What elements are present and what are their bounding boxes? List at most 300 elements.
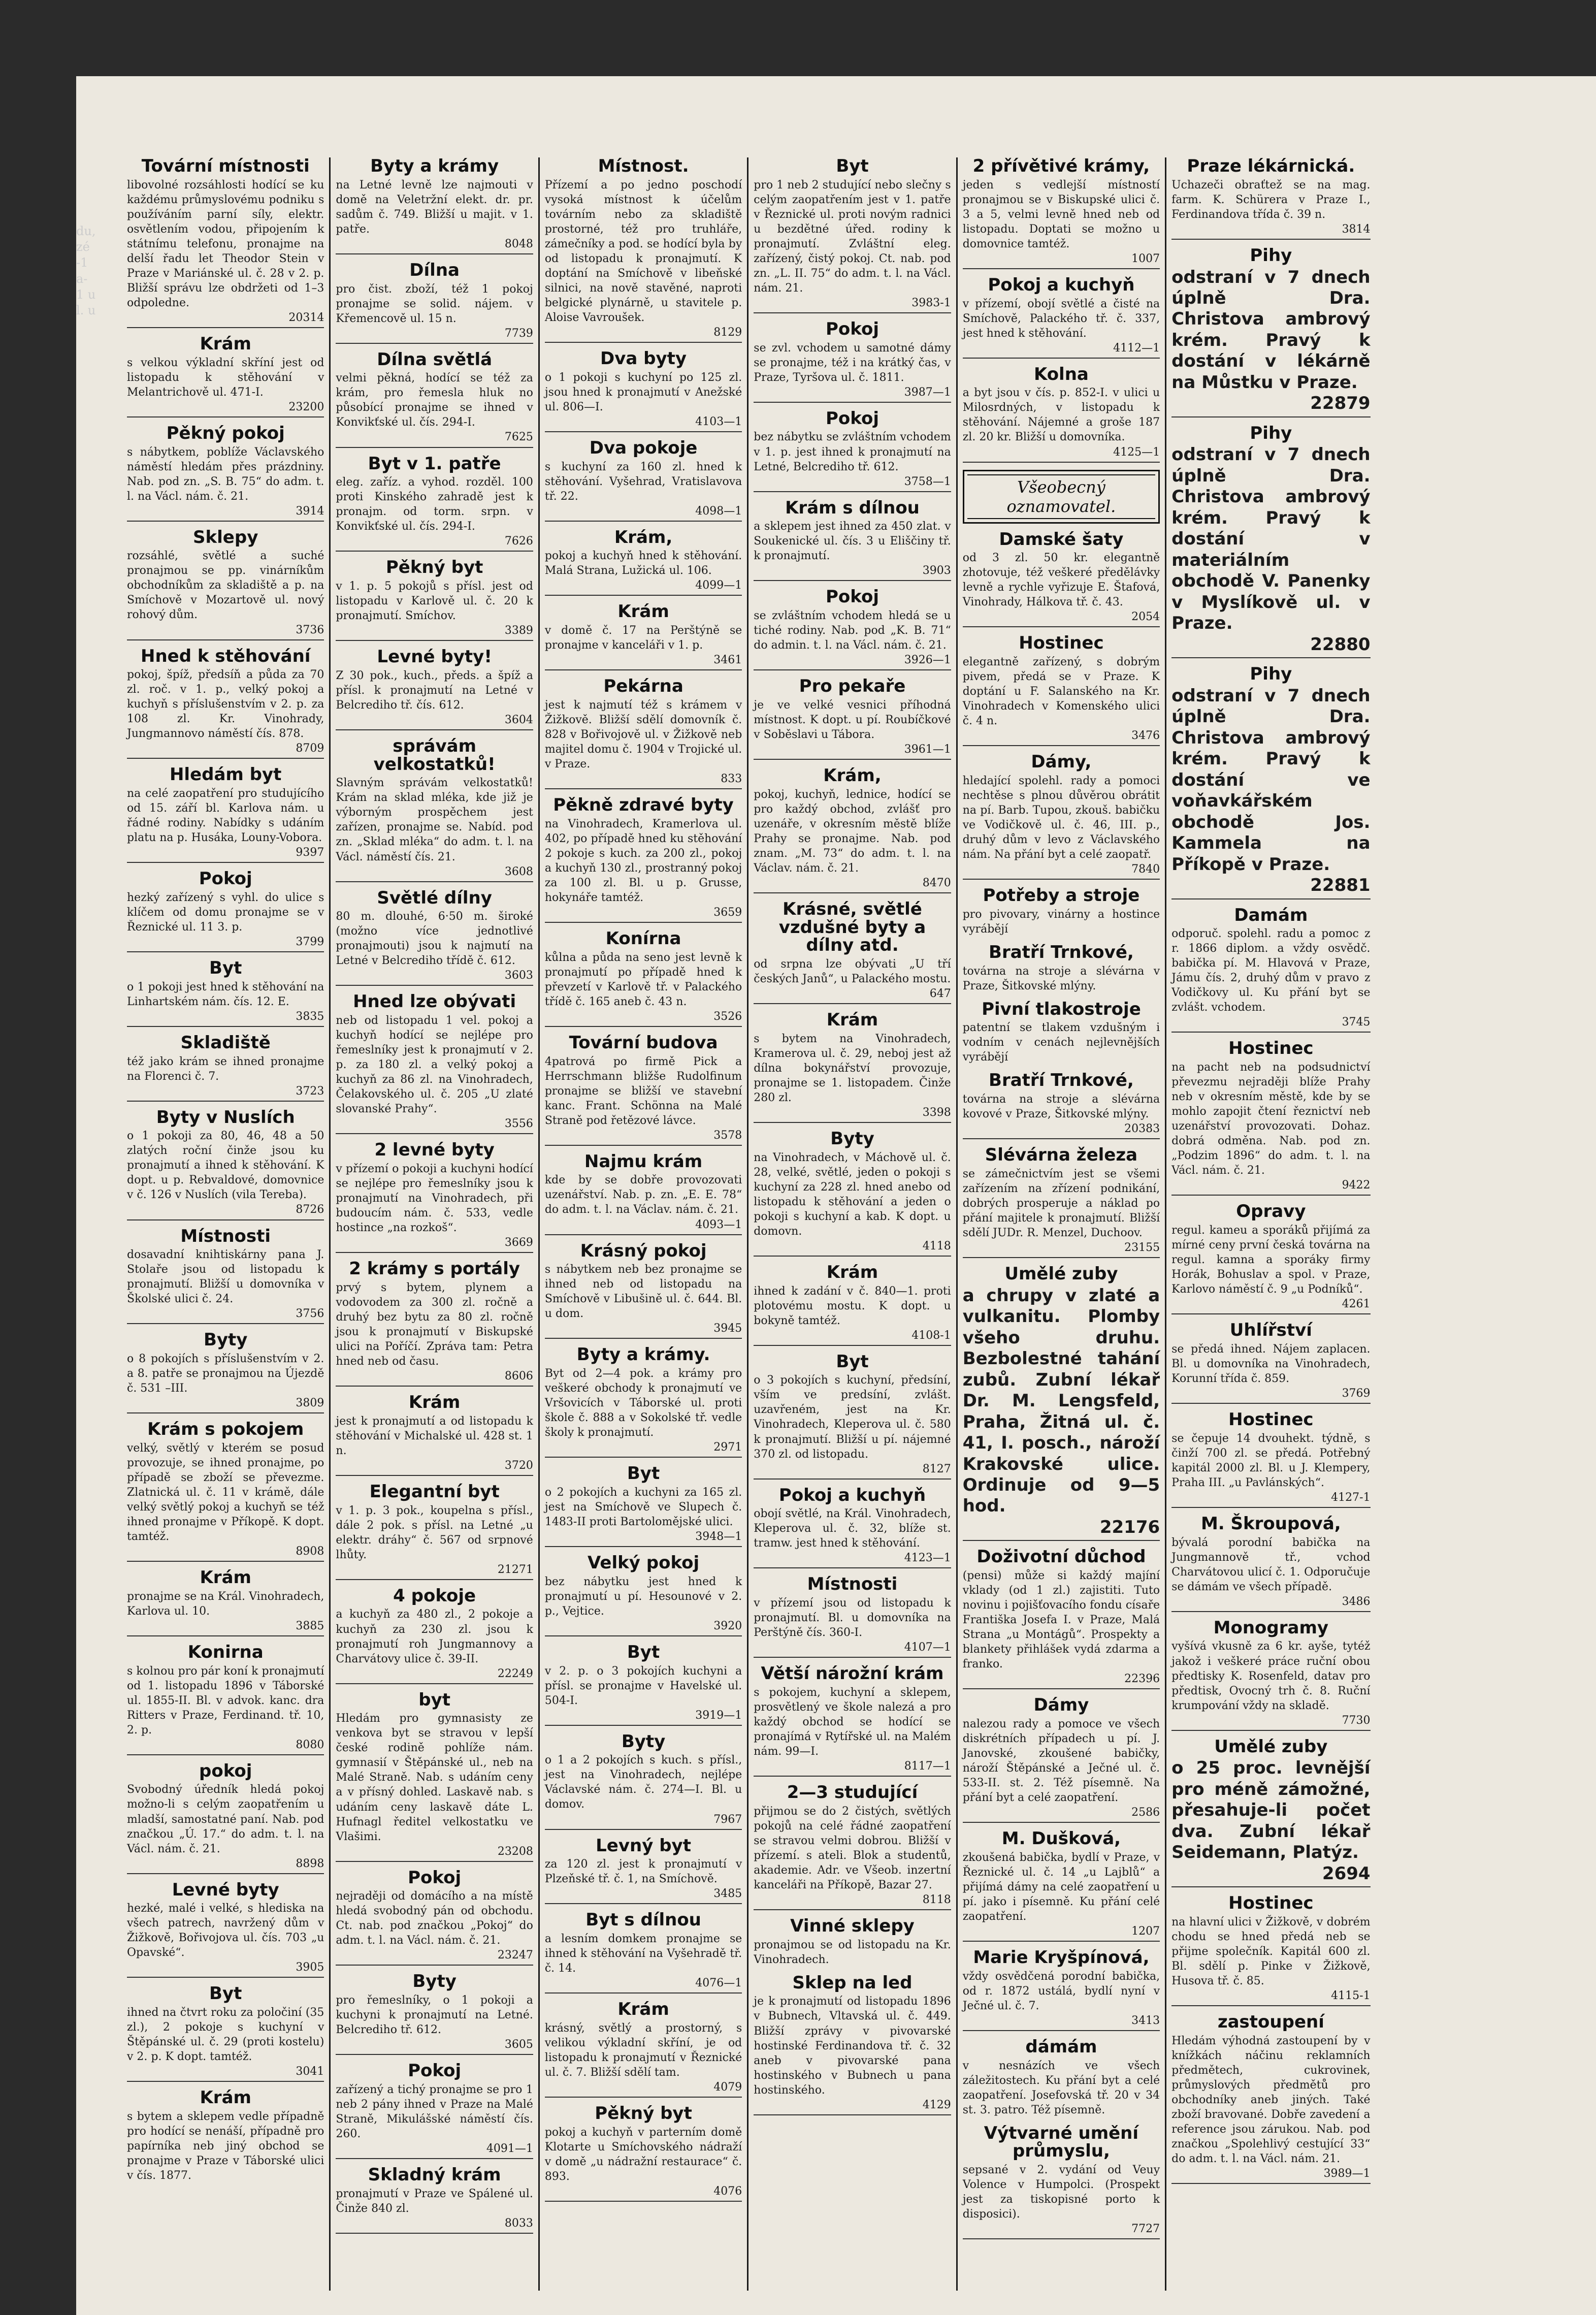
ad-title: Pokoj <box>408 2061 462 2081</box>
ad-number: 4093—1 <box>545 1217 742 1235</box>
ad-text: prvý s bytem, plynem a vodovodem za 300 zl. ročně a druhý bez bytu za 80 zl. ročně jsou k pronajmutí v Biskupské ulici na Poříčí. Zpráva tam: Petra hned neb od času. <box>336 1281 533 1368</box>
ad-title: Dílna světlá <box>377 349 493 370</box>
ad-number: 3041 <box>127 2064 324 2082</box>
classified-ad <box>1171 1040 1370 1196</box>
classified-ad <box>545 1465 742 1547</box>
ad-text: pro 1 neb 2 studující nebo slečny s celým zaopatřením jest v 1. patře v Řeznické ul. proti novým radnici u bezdětné úřed. rodiny k pronajmutí. Zvláštní eleg. zařízený, čistý pokoj. Ct. nab. pod zn. „L. II. 75“ do adm. t. l. na Václ. nám. 21. <box>754 178 951 295</box>
ad-title: Doživotní důchod <box>976 1547 1146 1567</box>
classified-ad <box>336 889 533 986</box>
ad-number: 8709 <box>127 741 324 759</box>
ad-number: 3983-1 <box>754 296 951 313</box>
ad-number: 3945 <box>545 1321 742 1339</box>
ad-text: na Vinohradech, Kramerlova ul. 402, po případě hned ku stěhování 2 pokoje s kuch. za 200 zl., pokoj a kuchyň 130 zl., prostranný pokoj za 100 zl. Bl. u p. Grusse, hokynáře tamtéž. <box>544 817 742 904</box>
column-5 <box>958 157 1166 2291</box>
classified-ad <box>127 1569 324 1636</box>
classified-ad <box>336 157 533 254</box>
classified-ad <box>336 1260 533 1387</box>
classified-ad <box>963 753 1160 880</box>
classified-ad <box>754 1665 951 1777</box>
classified-ad <box>127 1985 324 2082</box>
ad-number: 4108-1 <box>754 1328 951 1346</box>
ad-number: 7739 <box>336 326 533 344</box>
ad-number: 8726 <box>127 1202 324 1220</box>
ad-text: Z 30 pok., kuch., předs. a špíž a přísl. k pronajmutí na Letné v Belcrediho tř. čís. 612. <box>336 669 533 712</box>
ad-text: za 120 zl. jest k pronajmutí v Plzeňské tř. č. 1, na Smíchově. <box>544 1858 742 1886</box>
ad-number: 4123—1 <box>754 1551 951 1568</box>
classified-columns <box>122 157 1584 2291</box>
classified-ad <box>1171 1738 1370 1888</box>
ad-number: 4129 <box>754 2098 951 2115</box>
ad-text: na pacht neb na podsudnictví převezmu nejraději blíže Prahy neb v okresním městě, kde by se mohlo zapojit čtení řeznictví neb uzenářství provozovati. Dohaz. dobrá odměna. Nab. pod zn. „Podzim 1896“ do adm. t. l. na Václ. nám. č. 21. <box>1171 1061 1371 1177</box>
ad-text: továrna na stroje a slévárna kovové v Praze, Šitkovské mlýny. <box>962 1093 1160 1121</box>
ad-number: 3486 <box>1171 1594 1370 1612</box>
classified-ad <box>545 930 742 1027</box>
ad-title: Krám <box>617 1999 669 2020</box>
ad-number: 4098—1 <box>545 504 742 522</box>
ad-text: s velkou výkladní skříní jest od listopadu k stěhování v Melantrichově ul. 471-I. <box>127 356 324 399</box>
ad-text: Hledám pro gymnasisty ze venkova byt se stravou v lepší české rodině pohlíže nám. gymnasií v Štěpánské ul., neb na Malé Straně. Nab. s udáním ceny a v přísný dohled. Laskavě nab. s udáním ceny laskavě dáte L. Hufnagl ředitel velkostatku ve Vlašimi. <box>336 1712 533 1843</box>
classified-ad <box>754 678 951 760</box>
classified-ad <box>545 603 742 670</box>
ad-number: 1207 <box>963 1924 1160 1942</box>
ad-number: 4118 <box>754 1239 951 1257</box>
ad-number: 7840 <box>963 862 1160 880</box>
ad-text: jest k pronajmutí a od listopadu k stěhování v Michalské ul. 428 st. 1 n. <box>336 1414 533 1457</box>
ad-title: Bratří Trnkové, <box>989 942 1134 962</box>
ad-number: 8118 <box>754 1892 951 1910</box>
ad-number: 3605 <box>336 2037 533 2055</box>
ad-title: Hostinec <box>1228 1893 1314 1914</box>
classified-ad <box>336 351 533 448</box>
classified-ad <box>545 678 742 789</box>
ad-number: 4127-1 <box>1171 1490 1370 1508</box>
ad-number: 3669 <box>336 1235 533 1253</box>
ad-number: 20314 <box>127 310 324 328</box>
ad-text: odstraní v 7 dnech úplně Dra. Christova ambrový krém. Pravý k dostání ve voňavkářském obchodě Jos. Kammela na Příkopě v Praze. <box>1171 685 1371 875</box>
ad-number: 1007 <box>963 251 1160 269</box>
ad-text: zařízený a tichý pronajme se pro 1 neb 2 pány ihned v Praze na Malé Straně, Mikulášské náměstí čís. 260. <box>336 2083 533 2141</box>
classified-ad <box>336 1587 533 1684</box>
ad-number: 3723 <box>127 1084 324 1102</box>
ad-text: vyšívá vkusně za 6 kr. ayše, tytéž jakož i veškeré práce ruční obou předtisky K. Rosenfeld, datav pro předtisk, Ovocný trh č. 8. Ruční krumpování vždy na skladě. <box>1171 1640 1371 1712</box>
ad-number: 3987—1 <box>754 385 951 403</box>
ad-number: 3485 <box>545 1886 742 1904</box>
ad-text: velmi pěkná, hodící se též za krám, pro řemesla hluk no působící pronajme se ihned v Konvikťské ul. čís. 294-I. <box>336 372 533 429</box>
ad-text: a lesním domkem pronajme se ihned k stěhování na Vyšehradě tř. č. 14. <box>544 1933 742 1975</box>
ad-text: s bytem a sklepem vedle případně pro hodící se nenáší, případně pro papírníka neb jiný obchod se pronajme v Praze v Táborské ulici v čís. 1877. <box>127 2110 324 2182</box>
ad-number: 3814 <box>1171 222 1370 240</box>
classified-ad <box>754 1784 951 1910</box>
ad-number: 22249 <box>336 1666 533 1684</box>
ad-number: 4091—1 <box>336 2141 533 2159</box>
ad-title: Praze lékárnická. <box>1187 157 1355 176</box>
ad-number: 3389 <box>336 623 533 641</box>
ad-title: Větší nárožní krám <box>761 1663 944 1684</box>
ad-title: 2 přívětivé krámy, <box>972 157 1150 176</box>
ad-number: 7727 <box>963 2222 1160 2239</box>
section-heading: Všeobecný oznamovatel. <box>967 474 1155 519</box>
ad-number: 8606 <box>336 1369 533 1387</box>
ad-number: 3413 <box>963 2013 1160 2031</box>
ad-text: sepsané v 2. vydání od Veuy Volence v Humpolci. (Prospekt jest za tiskopisné porto k disposici). <box>962 2164 1160 2221</box>
ad-title: Byt <box>627 1642 660 1662</box>
ad-text: odporuč. spolehl. radu a pomoc z r. 1866 diplom. a vždy osvědč. babička pí. M. Hlavová v Praze, Jámu čís. 2, druhý dům v pravo z Vodičkovy ul. Ku přání byt se zvlášt. vchodem. <box>1171 927 1371 1014</box>
ad-number: 2694 <box>1171 1863 1370 1887</box>
ad-title: Hledám byt <box>169 764 282 785</box>
ad-text: pokoj, špíž, předsíň a půda za 70 zl. roč. v 1. p., velký pokoj a kuchyň s příslušenstvím v 2. p. za 108 zl. Kr. Vinohrady, Jungmannovo náměstí čís. 878. <box>127 668 324 741</box>
ad-number: 21271 <box>336 1562 533 1580</box>
ad-number: 7967 <box>545 1812 742 1830</box>
ad-text: odstraní v 7 dnech úplně Dra. Christova ambrový krém. Pravý k dostání v lékárně na Můstku v Praze. <box>1171 267 1371 393</box>
classified-ad <box>336 1394 533 1476</box>
ad-text: o 3 pokojích s kuchyní, předsíní, vším ve predsíní, zvlášt. uzavřeném, jest na Kr. Vinohradech, Kleperova ul. č. 580 k pronajmutí. Bližší u pí. nájemné 370 zl. od listopadu. <box>754 1374 951 1461</box>
ad-title: Krám <box>617 601 669 622</box>
ad-text: o 1 a 2 pokojích s kuch. s přísl., jest na Vinohradech, nejlépe Václavské nám. č. 274—I. Bl. u domov. <box>544 1754 742 1811</box>
classified-ad <box>754 1487 951 1569</box>
classified-ad <box>1171 665 1370 899</box>
classified-ad <box>963 276 1160 359</box>
ad-number: 22396 <box>963 1671 1160 1689</box>
classified-ad <box>545 1733 742 1830</box>
classified-ad <box>336 262 533 344</box>
ad-title: pokoj <box>199 1760 252 1781</box>
ad-text: se čepuje 14 dvouhekt. týdně, s činží 700 zl. se předá. Potřebný kapitál 2000 zl. Bl. u J. Klempery, Praha III. „u Pavlánských“. <box>1171 1432 1371 1489</box>
ad-text: Přízemí a po jedno poschodí vysoká místnost k účelům továrním nebo za skladiště prostorné, též pro truhláře, zámečníky a pod. se hodící byla by od listopadu k pronajmutí. K doptání na Smíchově v libeňské silnici, na nově stavěné, naproti belgické plynárně, u stavitele p. Aloise Vavroušek. <box>544 178 742 324</box>
ad-title: Byt <box>627 1463 660 1484</box>
classified-ad <box>963 470 1160 524</box>
ad-text: vždy osvědčená porodní babička, od r. 1872 ustálá, bydlí nyní v Ječné ul. č. 7. <box>962 1970 1160 2012</box>
ad-number: 8117—1 <box>754 1759 951 1777</box>
classified-ad <box>336 455 533 552</box>
ad-title: Pěkný pokoj <box>166 423 285 443</box>
ad-text: se zámečnictvím jest se všemi zařízením na zřízení podnikání, dobrých prosperuje a náklad po přání majitele k pronajmutí. Bližší sdělí JUDr. R. Menzel, Duchoov. <box>962 1167 1160 1240</box>
classified-ad <box>127 2089 324 2183</box>
ad-text: s bytem na Vinohradech, Kramerova ul. č. 29, neboj jest až dílna bokynářství provozuje, pronajme se 1. listopadem. Činže 280 zl. <box>754 1032 951 1104</box>
ad-number: 3659 <box>545 905 742 923</box>
classified-ad <box>963 1548 1160 1689</box>
ad-title: Skladný krám <box>368 2165 501 2185</box>
classified-ad <box>127 959 324 1027</box>
classified-ad <box>754 1576 951 1658</box>
classified-ad <box>545 1034 742 1146</box>
ad-text: hezký zařízený s vyhl. do ulice s klíčem od domu pronajme se v Řeznické ul. 11 3. p. <box>127 891 324 934</box>
ad-number: 2586 <box>963 1805 1160 1823</box>
ad-number: 22176 <box>963 1517 1160 1541</box>
classified-ad <box>754 1917 951 1967</box>
classified-ad <box>754 1011 951 1123</box>
ad-title: Opravy <box>1236 1201 1306 1222</box>
ad-title: Krám <box>408 1392 461 1413</box>
ad-title: Krásný pokoj <box>580 1240 707 1261</box>
ad-number: 3720 <box>336 1458 533 1476</box>
classified-ad <box>1171 1515 1370 1612</box>
classified-ad <box>963 2038 1160 2117</box>
ad-title: Světlé dílny <box>377 887 492 908</box>
ad-text: neb od listopadu 1 vel. pokoj a kuchyň hodící se nejlépe pro řemeslníky jest k pronajmutí v 2. p. za 180 zl. a velký pokoj a kuchyň za 86 zl. na Vinohradech, Čelakovského ul. č. 205 „U zlaté slovanské Prahy“. <box>336 1014 533 1116</box>
ad-text: bez nábytku se zvláštním vchodem v 1. p. jest ihned k pronajmutí na Letné, Belcrediho tř. 612. <box>754 431 951 473</box>
ad-text: v přízemí o pokoji a kuchyni hodící se nejlépe pro řemeslníky jsou k pronajmutí na Vinohradech, při budoucím nám. č. 533, vedle hostince „na rozkoš“. <box>336 1163 533 1235</box>
ad-text: je k pronajmutí od listopadu 1896 v Bubnech, Vltavská ul. č. 449. Bližší zprávy v pivovarské hostinské Ferdinandova tř. č. 32 aneb v pivovarské pana hostinského v Bubnech u pana hostinského. <box>754 1995 951 2097</box>
ad-number: 3914 <box>127 504 324 522</box>
ad-title: Vinné sklepy <box>790 1916 915 1936</box>
ad-title: Dámy <box>1033 1695 1089 1716</box>
ad-number: 4103—1 <box>545 414 742 432</box>
ad-title: Levné byty! <box>377 647 492 667</box>
ad-number: 23208 <box>336 1844 533 1862</box>
ad-number: 3919—1 <box>545 1708 742 1726</box>
ad-title: Byty v Nuslích <box>156 1107 295 1128</box>
classified-ad <box>963 634 1160 746</box>
ad-text: v 1. p. 3 pok., koupelna s přísl., dále 2 pok. s přísl. na Letné „u elektr. dráhy“ č. 567 od srpnové lhůty. <box>336 1504 533 1561</box>
column-1 <box>122 157 331 2291</box>
ad-title: Byt s dílnou <box>585 1910 701 1931</box>
ad-number: 4079 <box>545 2080 742 2098</box>
classified-ad <box>545 350 742 432</box>
classified-ad <box>545 2001 742 2098</box>
ad-text: továrna na stroje a slévárna v Praze, Šitkovské mlýny. <box>962 964 1160 992</box>
ad-text: velký, světlý v kterém se posud provozuje, se ihned pronajme, po případě se zboží se převezme. Zlatnická ul. č. 11 v krámě, dále velký světlý pokoj a kuchyň se též ihned pronajme v Příkopě. K dopt. tamtéž. <box>127 1441 324 1544</box>
ad-title: Krám <box>200 2087 251 2108</box>
ad-number: 22881 <box>1171 875 1370 899</box>
classified-ad <box>963 531 1160 628</box>
ad-text: Slavným správám velkostatků! Krám na sklad mléka, kde již je výborným prospěchem jest zařízen, pronajme se. Nabíd. pod zn. „Sklad mléka“ do adm. t. l. na Václ. náměstí čís. 21. <box>336 777 533 863</box>
ad-text: 4patrová po firmě Pick a Herrschmann bližše Rudolfinum pronajme se bližší ve stavební kanc. Frant. Schönna na Malé Straně pod řetězové lávce. <box>544 1055 742 1127</box>
classified-ad <box>1171 157 1370 240</box>
classified-ad <box>963 1072 1160 1139</box>
ad-title: Pekárna <box>603 676 683 697</box>
classified-ad <box>754 588 951 670</box>
ad-title: Byt <box>836 1351 869 1372</box>
ad-text: s nábytkem neb bez pronajme se ihned neb od listopadu na Smíchově v Libušině ul. č. 644. Bl. u dom. <box>544 1263 742 1321</box>
ad-number: 4112—1 <box>963 341 1160 359</box>
ad-number: 3905 <box>127 1960 324 1978</box>
classified-ad <box>545 1644 742 1726</box>
ad-title: Pokoj <box>408 1867 462 1888</box>
ad-text: v 2. p. o 3 pokojích kuchyni a přísl. se pronajme v Havelské ul. 504-I. <box>544 1664 742 1707</box>
ad-number: 23247 <box>336 1948 533 1966</box>
classified-ad <box>754 157 951 313</box>
ad-text: dosavadní knihtiskárny pana J. Stolaře jsou od listopadu k pronajmutí. Bližší u domovníka v Školské ulici č. 24. <box>127 1248 324 1306</box>
classified-ad <box>127 1228 324 1325</box>
ad-text: jeden s vedlejší místností pronajmou se v Biskupské ulici č. 3 a 5, velmi levně hned neb od listopadu. Doptati se možno u domovnice tamtéž. <box>962 178 1160 250</box>
ad-number: 23155 <box>963 1240 1160 1258</box>
classified-ad <box>1171 247 1370 417</box>
ad-text: zkoušená babička, bydlí v Praze, v Řeznické ul. č. 14 „u Lajblů“ a přijímá dámy na celé zaopatření u pí. jako i písemně. Ku přání celé zaopatření. <box>962 1851 1160 1923</box>
ad-title: Výtvarné umění průmyslu, <box>984 2123 1139 2162</box>
classified-ad <box>963 1265 1160 1541</box>
ad-text: o 1 pokoji jest hned k stěhování na Linhartském nám. čís. 12. E. <box>127 980 324 1008</box>
ad-text: na hlavní ulici v Žižkově, v dobrém chodu se hned předá neb se přijme společník. Kapitál 600 zl. Bl. sdělí p. Pinke v Žižkově, Husova tř. č. 85. <box>1171 1915 1371 1987</box>
ad-title: Hostinec <box>1228 1409 1314 1430</box>
ad-title: Najmu krám <box>584 1151 703 1172</box>
ad-number: 3961—1 <box>754 742 951 760</box>
ad-text: rozsáhlé, světlé a suché pronajmou se pp. vinárníkům obchodníkům za skladiště a p. na Smíchově v Mozartově ul. nový rohový dům. <box>127 550 324 622</box>
ad-number: 4125—1 <box>963 445 1160 463</box>
ad-text: se zvláštním vchodem hledá se u tiché rodiny. Nab. pod „K. B. 71“ do admin. t. l. na Václ. nám. č. 21. <box>754 609 951 652</box>
ad-text: od 3 zl. 50 kr. elegantně zhotovuje, též veškeré předělávky levně a rychle vyřizuje E. Štafová, Vinohrady, Hálkova tř. č. 43. <box>962 552 1160 609</box>
classified-ad <box>127 1331 324 1413</box>
ad-title: byt <box>418 1689 451 1710</box>
ad-text: nalezou rady a pomoce ve všech diskrétních případech u pí. J. Janovské, zkoušené babičky, nároží Štěpánské a Ječné ul. č. 533-II. st. 2. Též písemně. Na přání byt a celé zaopatření. <box>962 1718 1160 1805</box>
ad-title: Tovární místnosti <box>141 157 310 176</box>
ad-text: Hledám výhodná zastoupení by v knížkách náčinu reklamních předmětech, cukrovinek, průmyslových předmětů pro obchodníky aneb jiných. Také zboží bravované. Dobře zavedení a reference jsou zárukou. Nab. pod značkou „Spolehlivý cestující 33“ do adm. t. l. na Václ. nám. 21. <box>1171 2034 1371 2165</box>
ad-number: 4099—1 <box>545 578 742 596</box>
ad-text: v přízemí, obojí světlé a čisté na Smíchově, Palackého tř. č. 337, jest hned k stěhování. <box>962 297 1160 340</box>
ad-title: Dva byty <box>600 348 687 369</box>
ad-number: 4107—1 <box>754 1640 951 1658</box>
ad-title: Levný byt <box>596 1835 691 1856</box>
classified-ad <box>127 870 324 952</box>
ad-number: 833 <box>545 771 742 789</box>
ad-text: a chrupy v zlaté a vulkanitu. Plomby všeho druhu. Bezbolestné tahání zubů. Zubní lékař Dr. M. Lengsfeld, Praha, Žitná ul. č. 41, I. posch., nároží Krakovské ulice. Ordinuje od 9—5 hod. <box>962 1285 1160 1517</box>
ad-text: jest k najmutí též s krámem v Žižkově. Bližší sdělí domovník č. 828 v Bořivojově ul. v Žižkově neb majitel domu č. 1904 v Trojické ul. v Praze. <box>544 698 742 771</box>
ad-number: 8470 <box>754 876 951 893</box>
ad-text: o 1 pokoji za 80, 46, 48 a 50 zlatých roční činže jsou ku pronajmutí a ihned k stěhování. K dopt. u p. Rebvaldové, domovnice v č. 126 v Nuslích (vila Tereba). <box>127 1130 324 1202</box>
classified-ad <box>545 1911 742 1994</box>
classified-ad <box>127 1762 324 1874</box>
ad-text: pronajme se na Král. Vinohradech, Karlova ul. 10. <box>127 1590 324 1618</box>
ad-title: Tovární budova <box>569 1032 718 1053</box>
ad-title: Dámy, <box>1031 752 1092 773</box>
ad-number: 647 <box>754 986 951 1004</box>
ad-title: Pihy <box>1250 423 1292 443</box>
ad-title: Levné byty <box>172 1879 279 1900</box>
classified-ad <box>336 993 533 1134</box>
ad-title: Byt <box>836 157 869 176</box>
ad-text: pokoj a kuchyň v parterním domě Klotarte u Smíchovského nádraží v domě „u nádražní restaurace“ č. 893. <box>544 2126 742 2183</box>
ad-text: pronajmou se od listopadu na Kr. Vinohradech. <box>754 1938 951 1966</box>
classified-ad <box>127 157 324 328</box>
ad-title: Sklepy <box>193 527 258 548</box>
ad-number: 3756 <box>127 1306 324 1324</box>
ad-text: eleg. zaříz. a vyhod. rozděl. 100 proti Kinského zahradě jest k pronajm. od torm. srpn. v Konvikťské ul. čís. 294-I. <box>336 476 533 533</box>
ad-title: Krám <box>200 1567 251 1588</box>
ad-title: správám velkostatků! <box>373 735 496 775</box>
ad-text: je ve velké vesnici příhodná místnost. K dopt. u pí. Roubíčkové v Soběslavi u Tábora. <box>754 698 951 741</box>
ad-number: 3578 <box>545 1128 742 1146</box>
classified-ad <box>336 648 533 730</box>
ad-text: a byt jsou v čís. p. 852-I. v ulici u Milosrdných, v listopadu k stěhování. Nájemné a groše 187 zl. 20 kr. Bližší u domovníka. <box>962 387 1160 444</box>
ad-text: odstraní v 7 dnech úplně Dra. Christova ambrový krém. Pravý k dostání v materiálním obchodě V. Panenky v Myslíkově ul. v Praze. <box>1171 444 1371 634</box>
ad-title: Bratří Trnkové, <box>989 1070 1134 1091</box>
ad-number: 8127 <box>754 1462 951 1480</box>
ad-number: 4115-1 <box>1171 1988 1370 2006</box>
ad-text: s kuchyní za 160 zl. hned k stěhování. Vyšehrad, Vratislavova tř. 22. <box>544 460 742 503</box>
ad-text: elegantně zařízený, s dobrým pivem, předá se v Praze. K doptání u F. Salanského na Kr. Vinohradech v Komenského ulici č. 4 n. <box>962 656 1160 728</box>
ad-title: Byty <box>412 1971 457 1992</box>
ad-number: 3398 <box>754 1105 951 1123</box>
ad-number: 3745 <box>1171 1015 1370 1033</box>
ad-title: Pokoj <box>825 408 879 429</box>
ad-title: Hostinec <box>1228 1038 1314 1059</box>
ad-title: Pokoj a kuchyň <box>778 1485 926 1505</box>
classified-ad <box>336 1141 533 1253</box>
ad-title: Místnost. <box>598 157 689 176</box>
classified-ad <box>127 1881 324 1978</box>
ad-number: 3461 <box>545 653 742 670</box>
ad-number: 3799 <box>127 935 324 952</box>
classified-ad <box>545 1837 742 1905</box>
classified-ad <box>963 887 1160 937</box>
classified-ad <box>545 439 742 522</box>
ad-text: patentní se tlakem vzdušným i vodním v cenách nejlevnějších vyrábějí <box>962 1021 1160 1064</box>
classified-ad <box>754 320 951 403</box>
classified-ad <box>754 767 951 893</box>
classified-ad <box>127 648 324 759</box>
classified-ad <box>127 1109 324 1220</box>
ad-text: s nábytkem, poblíže Václavského náměstí hledám přes prázdniny. Nab. pod zn. „S. B. 75“ do adm. t. l. na Václ. nám. č. 21. <box>127 445 324 503</box>
ad-title: Konírna <box>605 928 681 949</box>
classified-ad <box>545 529 742 596</box>
classified-ad <box>545 1554 742 1636</box>
ad-number: 3604 <box>336 713 533 730</box>
ad-number: 3556 <box>336 1116 533 1134</box>
ad-title: Sklep na led <box>792 1972 913 1993</box>
classified-ad <box>963 1949 1160 2031</box>
ad-title: Pivní tlakostroje <box>982 999 1141 1019</box>
classified-ad <box>127 335 324 417</box>
classified-ad <box>754 898 951 1004</box>
ad-title: Byt <box>209 958 242 979</box>
classified-ad <box>1171 1894 1370 2006</box>
ad-text: pro pivovary, vinárny a hostince vyrábějí <box>962 908 1160 936</box>
classified-ad <box>963 157 1160 269</box>
ad-number: 20383 <box>963 1121 1160 1139</box>
ad-title: Damské šaty <box>999 529 1124 550</box>
ad-number: 3769 <box>1171 1386 1370 1404</box>
ad-number: 3885 <box>127 1619 324 1636</box>
ad-title: Umělé zuby <box>1004 1264 1118 1284</box>
column-2 <box>331 157 539 2291</box>
ad-text: pronajmutí v Praze ve Spálené ul. Činže 840 zl. <box>336 2187 533 2215</box>
ad-number: 2054 <box>963 609 1160 627</box>
classified-ad <box>754 1353 951 1480</box>
ad-text: o 1 pokoji s kuchyní po 125 zl. jsou hned k pronajmutí v Anežské ul. 806—I. <box>544 371 742 413</box>
ad-text: pro řemeslníky, o 1 pokoji a kuchyni k pronajmutí na Letné. Belcrediho tř. 612. <box>336 1994 533 2037</box>
ad-text: o 8 pokojích s příslušenstvím v 2. a 8. patře se pronajmou na Újezdě č. 531 –III. <box>127 1353 324 1395</box>
ad-title: Pěkný byt <box>385 557 483 578</box>
ad-text: pro čist. zboží, též 1 pokoj pronajme se solid. nájem. v Křemencově ul. 15 n. <box>336 282 533 325</box>
classified-ad <box>127 1644 324 1755</box>
ad-text: libovolné rozsáhlosti hodící se ku každému průmyslovému podniku s používáním parní síly, elektr. osvětlením vodou, připojením k státnímu telefonu, pronajme na delší řadu let Theodor Stein v Praze v Mariánské ul. č. 28 v 2. p. Bližší správu lze obdržeti od 1–3 odpoledne. <box>127 178 324 309</box>
ad-title: Hned lze obývati <box>353 991 516 1012</box>
classified-ad <box>963 1146 1160 1258</box>
ad-title: Umělé zuby <box>1214 1736 1328 1757</box>
ad-title: 2 levné byty <box>374 1140 495 1161</box>
ad-title: Pihy <box>1250 664 1292 685</box>
ad-title: Krám <box>826 1262 878 1282</box>
ad-text: v nesnázích ve všech záležitostech. Ku přání byt a celé zaopatření. Josefovská tř. 20 v 34 st. 3. patro. Též písemně. <box>962 2059 1160 2116</box>
classified-ad <box>336 559 533 641</box>
ad-number: 3989—1 <box>1171 2166 1370 2184</box>
ad-title: Krám, <box>823 765 882 786</box>
classified-ad <box>1171 1619 1370 1731</box>
ad-number: 22879 <box>1171 393 1370 417</box>
ad-text: přijmou se do 2 čistých, světlých pokojů na celé řádné zaopatření se stravou velmi dobrou. Bližší v přízemí. s ateli. Blok a studentů, akademie. Adr. ve Všeob. inzertní kanceláři na Příkopě, Bazar 27. <box>754 1805 951 1891</box>
ad-text: též jako krám se ihned pronajme na Florenci č. 7. <box>127 1055 324 1083</box>
ad-title: Pihy <box>1250 245 1292 266</box>
classified-ad <box>127 1421 324 1562</box>
ad-title: Damám <box>1234 905 1308 925</box>
ad-title: Dva pokoje <box>589 437 698 458</box>
ad-number: 3476 <box>963 728 1160 746</box>
classified-ad <box>336 2062 533 2159</box>
ad-text: o 25 proc. levnější pro méně zámožné, přesahuje-li počet dva. Zubní lékař Seidemann, Platýz. <box>1171 1758 1371 1863</box>
classified-ad <box>545 2105 742 2202</box>
ad-title: Monogramy <box>1213 1617 1329 1638</box>
ad-text: kde by se dobře provozovati uzenářství. Nab. p. zn. „E. E. 78“ do adm. t. l. na Václav. nám. č. 21. <box>544 1174 742 1216</box>
ad-text: regul. kameu a sporáků přijímá za mírné ceny první česká továrna na regul. kamna a sporáky firmy Horák, Bohuslav a spol. v Praze, Karlovo náměstí č. 9 „u Podníků“. <box>1171 1224 1371 1296</box>
